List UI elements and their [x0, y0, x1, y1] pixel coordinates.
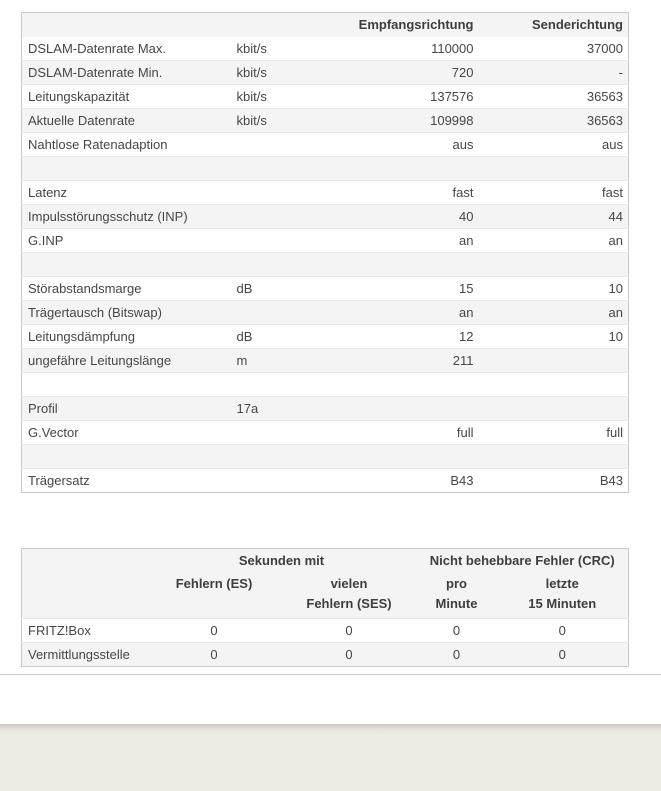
row-unit: m [236, 353, 248, 368]
table-row [22, 181, 629, 205]
row-value-sende [479, 157, 629, 181]
table-row-spacer [22, 373, 629, 397]
table-row [22, 325, 629, 349]
error-sub-header-row [22, 573, 629, 619]
row-unit: kbit/s [236, 113, 267, 128]
row-value-empfang: 211 [452, 353, 474, 368]
subheader-line: pro [446, 575, 467, 591]
row-value-sende: full [606, 425, 623, 440]
row-value-empfang: 12 [459, 329, 474, 344]
table-row [22, 643, 629, 667]
table-row-spacer [22, 253, 629, 277]
row-value-sende: an [608, 233, 623, 248]
row-value-empfang: fast [452, 185, 474, 200]
table-row [22, 349, 629, 373]
subheader-line: Fehlern (ES) [175, 575, 253, 591]
row-unit: dB [236, 329, 253, 344]
row-label: Vermittlungsstelle [28, 647, 130, 662]
row-value-sende: 37000 [586, 40, 623, 56]
row-value-sende [479, 349, 629, 373]
row-value-pro-minute: 0 [452, 623, 461, 638]
row-value-empfang [344, 445, 479, 469]
row-label: Störabstandsmarge [28, 281, 142, 296]
row-unit: kbit/s [236, 89, 267, 104]
row-value-letzte-15: 0 [558, 623, 566, 638]
row-label: Aktuelle Datenrate [28, 113, 135, 128]
row-unit [237, 445, 344, 469]
row-value-es: 0 [210, 623, 218, 638]
row-value-sende: fast [602, 185, 623, 200]
table-row [22, 397, 629, 421]
error-header-empty [22, 549, 147, 573]
row-label: ungefähre Leitungslänge [28, 353, 172, 368]
row-value-empfang: 110000 [431, 40, 474, 56]
row-label [22, 373, 237, 397]
row-label: G.Vector [28, 425, 79, 440]
table-row [22, 229, 629, 253]
row-value-ses: 0 [345, 647, 353, 662]
footer-band [0, 724, 661, 791]
error-subheader-es [147, 573, 282, 619]
row-unit [237, 229, 344, 253]
table-row [22, 205, 629, 229]
row-value-empfang [344, 253, 479, 277]
row-unit [237, 205, 344, 229]
row-value-empfang: full [456, 425, 474, 440]
row-value-sende: an [608, 305, 623, 320]
subheader-line: 15 Minuten [528, 595, 597, 611]
row-unit: kbit/s [236, 40, 267, 56]
row-label: Leitungsdämpfung [28, 329, 135, 344]
row-unit [237, 421, 344, 445]
row-label: Trägersatz [28, 473, 90, 488]
row-label: Trägertausch (Bitswap) [28, 305, 162, 320]
row-label: Nahtlose Ratenadaption [28, 137, 168, 152]
table-row [22, 469, 629, 493]
row-value-sende: 36563 [586, 89, 623, 104]
row-value-letzte-15: 0 [558, 647, 566, 662]
error-subheader-ses [282, 573, 417, 619]
row-label: G.INP [28, 233, 64, 248]
row-value-sende: B43 [599, 473, 623, 488]
table-row [22, 61, 629, 85]
subheader-line: Minute [435, 595, 478, 611]
row-value-sende: 10 [608, 281, 623, 296]
table-row [22, 277, 629, 301]
dsl-header-senderichtung: Senderichtung [531, 17, 623, 33]
row-unit [237, 301, 344, 325]
row-unit [237, 133, 344, 157]
row-value-sende: aus [602, 137, 623, 152]
row-label: Impulsstörungsschutz (INP) [28, 209, 188, 224]
dsl-info-table [21, 12, 629, 493]
row-value-sende [479, 397, 629, 421]
table-row [22, 301, 629, 325]
error-subheader-empty [22, 573, 147, 619]
row-unit: kbit/s [236, 65, 267, 80]
row-value-sende [479, 253, 629, 277]
row-value-empfang: 137576 [430, 89, 474, 104]
row-value-empfang [344, 157, 479, 181]
row-unit [237, 373, 344, 397]
row-value-empfang: B43 [450, 473, 474, 488]
dsl-header-empty [22, 13, 237, 37]
table-row-spacer [22, 445, 629, 469]
row-label: DSLAM-Datenrate Min. [28, 65, 163, 80]
row-value-empfang: 40 [459, 209, 474, 224]
row-label: DSLAM-Datenrate Max. [28, 40, 166, 56]
table-row [22, 421, 629, 445]
row-value-sende: - [618, 65, 623, 80]
row-value-sende: 36563 [586, 113, 623, 128]
row-label: Profil [28, 401, 58, 416]
row-value-sende [479, 373, 629, 397]
row-value-empfang: 109998 [430, 113, 474, 128]
subheader-line: vielen [330, 575, 368, 591]
row-value-pro-minute: 0 [452, 647, 461, 662]
row-value-empfang: 15 [459, 281, 474, 296]
row-value-ses: 0 [345, 623, 353, 638]
subheader-line: Fehlern (SES) [306, 595, 392, 611]
row-value-empfang: an [459, 233, 474, 248]
row-unit: 17a [236, 401, 259, 416]
row-unit [237, 469, 344, 493]
row-value-empfang: an [459, 305, 474, 320]
row-label [22, 157, 237, 181]
row-value-sende [479, 445, 629, 469]
table-row [22, 109, 629, 133]
dsl-header-row [22, 13, 629, 37]
table-row [22, 619, 629, 643]
row-label: Latenz [28, 185, 68, 200]
row-unit [237, 157, 344, 181]
table-row-spacer [22, 157, 629, 181]
error-group-header-row [22, 549, 629, 573]
row-unit: dB [236, 281, 253, 296]
dsl-header-empty-unit [237, 13, 344, 37]
error-subheader-letzte-15 [497, 573, 629, 619]
subheader-line: letzte [545, 575, 579, 591]
error-group-crc: Nicht behebbare Fehler (CRC) [429, 553, 615, 569]
row-value-empfang [344, 373, 479, 397]
row-value-sende: 44 [608, 209, 623, 224]
error-group-sekunden-mit: Sekunden mit [238, 553, 325, 569]
row-label: Leitungskapazität [28, 89, 130, 104]
error-counter-table [21, 548, 629, 667]
table-row [22, 133, 629, 157]
error-subheader-pro-minute [417, 573, 497, 619]
dsl-header-empfangsrichtung: Empfangsrichtung [358, 17, 474, 33]
row-label [22, 253, 237, 277]
row-value-empfang: aus [452, 137, 474, 152]
row-value-empfang: 720 [451, 65, 474, 80]
content-divider [0, 674, 661, 675]
row-unit [237, 181, 344, 205]
row-value-es: 0 [210, 647, 218, 662]
row-unit [237, 253, 344, 277]
table-row [22, 85, 629, 109]
row-value-empfang [344, 397, 479, 421]
row-value-sende: 10 [608, 329, 623, 344]
table-row [22, 37, 629, 61]
row-label [22, 445, 237, 469]
row-label: FRITZ!Box [28, 623, 91, 638]
